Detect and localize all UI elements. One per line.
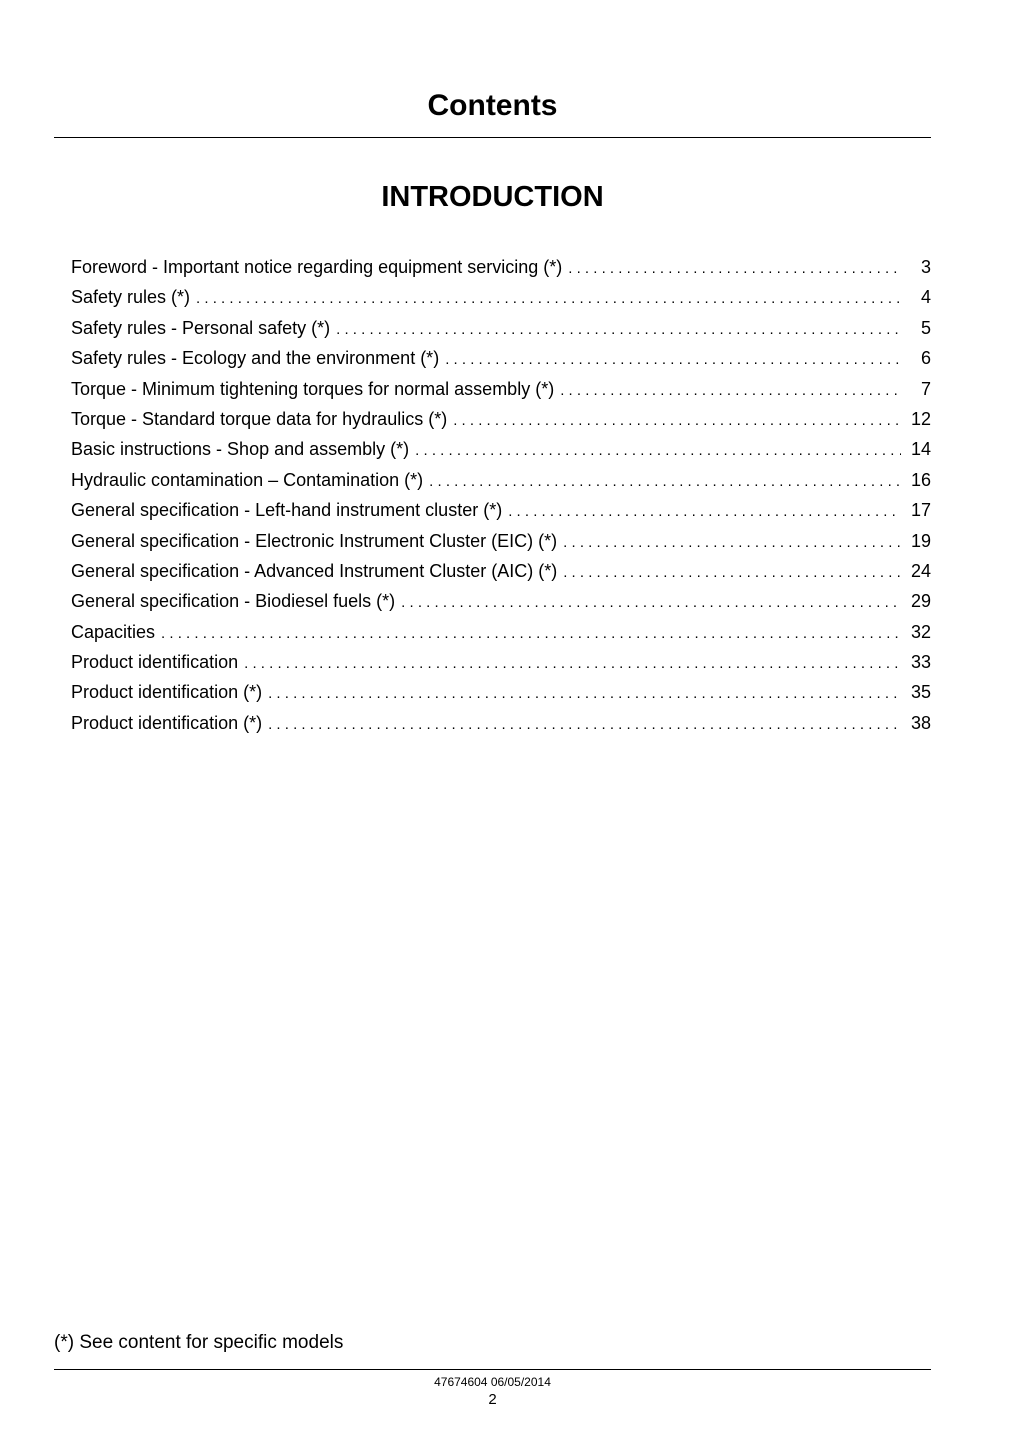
- dot-leader: [445, 345, 901, 375]
- toc-entry-label: Basic instructions - Shop and assembly (*): [71, 439, 410, 460]
- toc-entry-page: 5: [920, 317, 931, 338]
- toc-entry-page: 17: [910, 500, 931, 521]
- toc-entry-label: Safety rules - Personal safety (*): [71, 317, 331, 338]
- toc-entry-minimum-torques[interactable]: [71, 374, 931, 404]
- toc-entry-label: Torque - Minimum tightening torques for normal assembly (*): [71, 378, 555, 399]
- page-number: 2: [488, 1391, 497, 1408]
- toc-entry-page: 6: [920, 348, 931, 369]
- toc-entry-left-hand-cluster[interactable]: [71, 495, 931, 525]
- toc-entry-hydraulic-torque[interactable]: [71, 404, 931, 434]
- toc-entry-label: General specification - Biodiesel fuels (*): [71, 591, 396, 612]
- dot-leader: [568, 254, 901, 284]
- dot-leader: [268, 679, 901, 709]
- toc-entry-label: Safety rules - Ecology and the environment (*): [71, 348, 440, 369]
- toc-entry-page: 12: [910, 408, 931, 429]
- dot-leader: [401, 588, 901, 618]
- toc-entry-label: Product identification (*): [71, 712, 263, 733]
- toc-entry-page: 7: [920, 378, 931, 399]
- toc-entry-personal-safety[interactable]: [71, 313, 931, 343]
- dot-leader: [336, 315, 901, 345]
- dot-leader: [560, 376, 901, 406]
- toc-entry-label: Torque - Standard torque data for hydraulics (*): [71, 408, 448, 429]
- toc-entry-page: 19: [910, 530, 931, 551]
- toc-entry-label: Safety rules (*): [71, 287, 191, 308]
- toc-entry-page: 32: [910, 621, 931, 642]
- dot-leader: [196, 284, 901, 314]
- toc-entry-page: 4: [920, 287, 931, 308]
- toc-entry-page: 3: [920, 257, 931, 277]
- page-title: Contents: [427, 89, 558, 122]
- toc-entry-ecology[interactable]: [71, 343, 931, 373]
- toc-entry-page: 24: [910, 560, 931, 581]
- dot-leader: [268, 710, 901, 740]
- toc-entry-product-identification-3[interactable]: [71, 708, 931, 738]
- toc-entry-label: General specification - Left-hand instrument cluster (*): [71, 500, 503, 521]
- toc-entry-label: General specification - Advanced Instrument Cluster (AIC) (*): [71, 560, 558, 581]
- dot-leader: [453, 406, 901, 436]
- toc-entry-foreword[interactable]: [71, 252, 931, 282]
- table-of-contents: [71, 252, 931, 738]
- footer-divider: [54, 1369, 931, 1370]
- toc-entry-product-identification[interactable]: [71, 647, 931, 677]
- toc-entry-label: Product identification (*): [71, 682, 263, 703]
- toc-entry-capacities[interactable]: [71, 617, 931, 647]
- toc-entry-safety-rules[interactable]: [71, 282, 931, 312]
- section-title: INTRODUCTION: [381, 181, 604, 213]
- toc-entry-product-identification-2[interactable]: [71, 677, 931, 707]
- toc-entry-aic[interactable]: [71, 556, 931, 586]
- footnote: (*) See content for specific models: [54, 1332, 344, 1353]
- toc-entry-page: 16: [910, 469, 931, 490]
- toc-entry-eic[interactable]: [71, 526, 931, 556]
- toc-entry-label: Foreword - Important notice regarding equipment servicing (*): [71, 257, 563, 277]
- dot-leader: [415, 436, 901, 466]
- toc-entry-basic-instructions[interactable]: [71, 434, 931, 464]
- toc-entry-page: 14: [910, 439, 931, 460]
- dot-leader: [563, 558, 901, 588]
- toc-entry-page: 38: [910, 712, 931, 733]
- toc-entry-page: 33: [910, 652, 931, 673]
- toc-entry-label: Product identification: [71, 652, 239, 673]
- dot-leader: [508, 497, 901, 527]
- header-divider: [54, 137, 931, 138]
- toc-entry-page: 29: [910, 591, 931, 612]
- toc-entry-biodiesel[interactable]: [71, 586, 931, 616]
- document-id: 47674604 06/05/2014: [434, 1375, 551, 1389]
- toc-entry-label: Capacities: [71, 621, 156, 642]
- dot-leader: [244, 649, 901, 679]
- toc-entry-label: Hydraulic contamination – Contamination (*): [71, 469, 424, 490]
- toc-entry-label: General specification - Electronic Instrument Cluster (EIC) (*): [71, 530, 558, 551]
- toc-entry-page: 35: [910, 682, 931, 703]
- dot-leader: [429, 467, 901, 497]
- dot-leader: [161, 619, 901, 649]
- dot-leader: [563, 528, 901, 558]
- toc-entry-hydraulic-contamination[interactable]: [71, 465, 931, 495]
